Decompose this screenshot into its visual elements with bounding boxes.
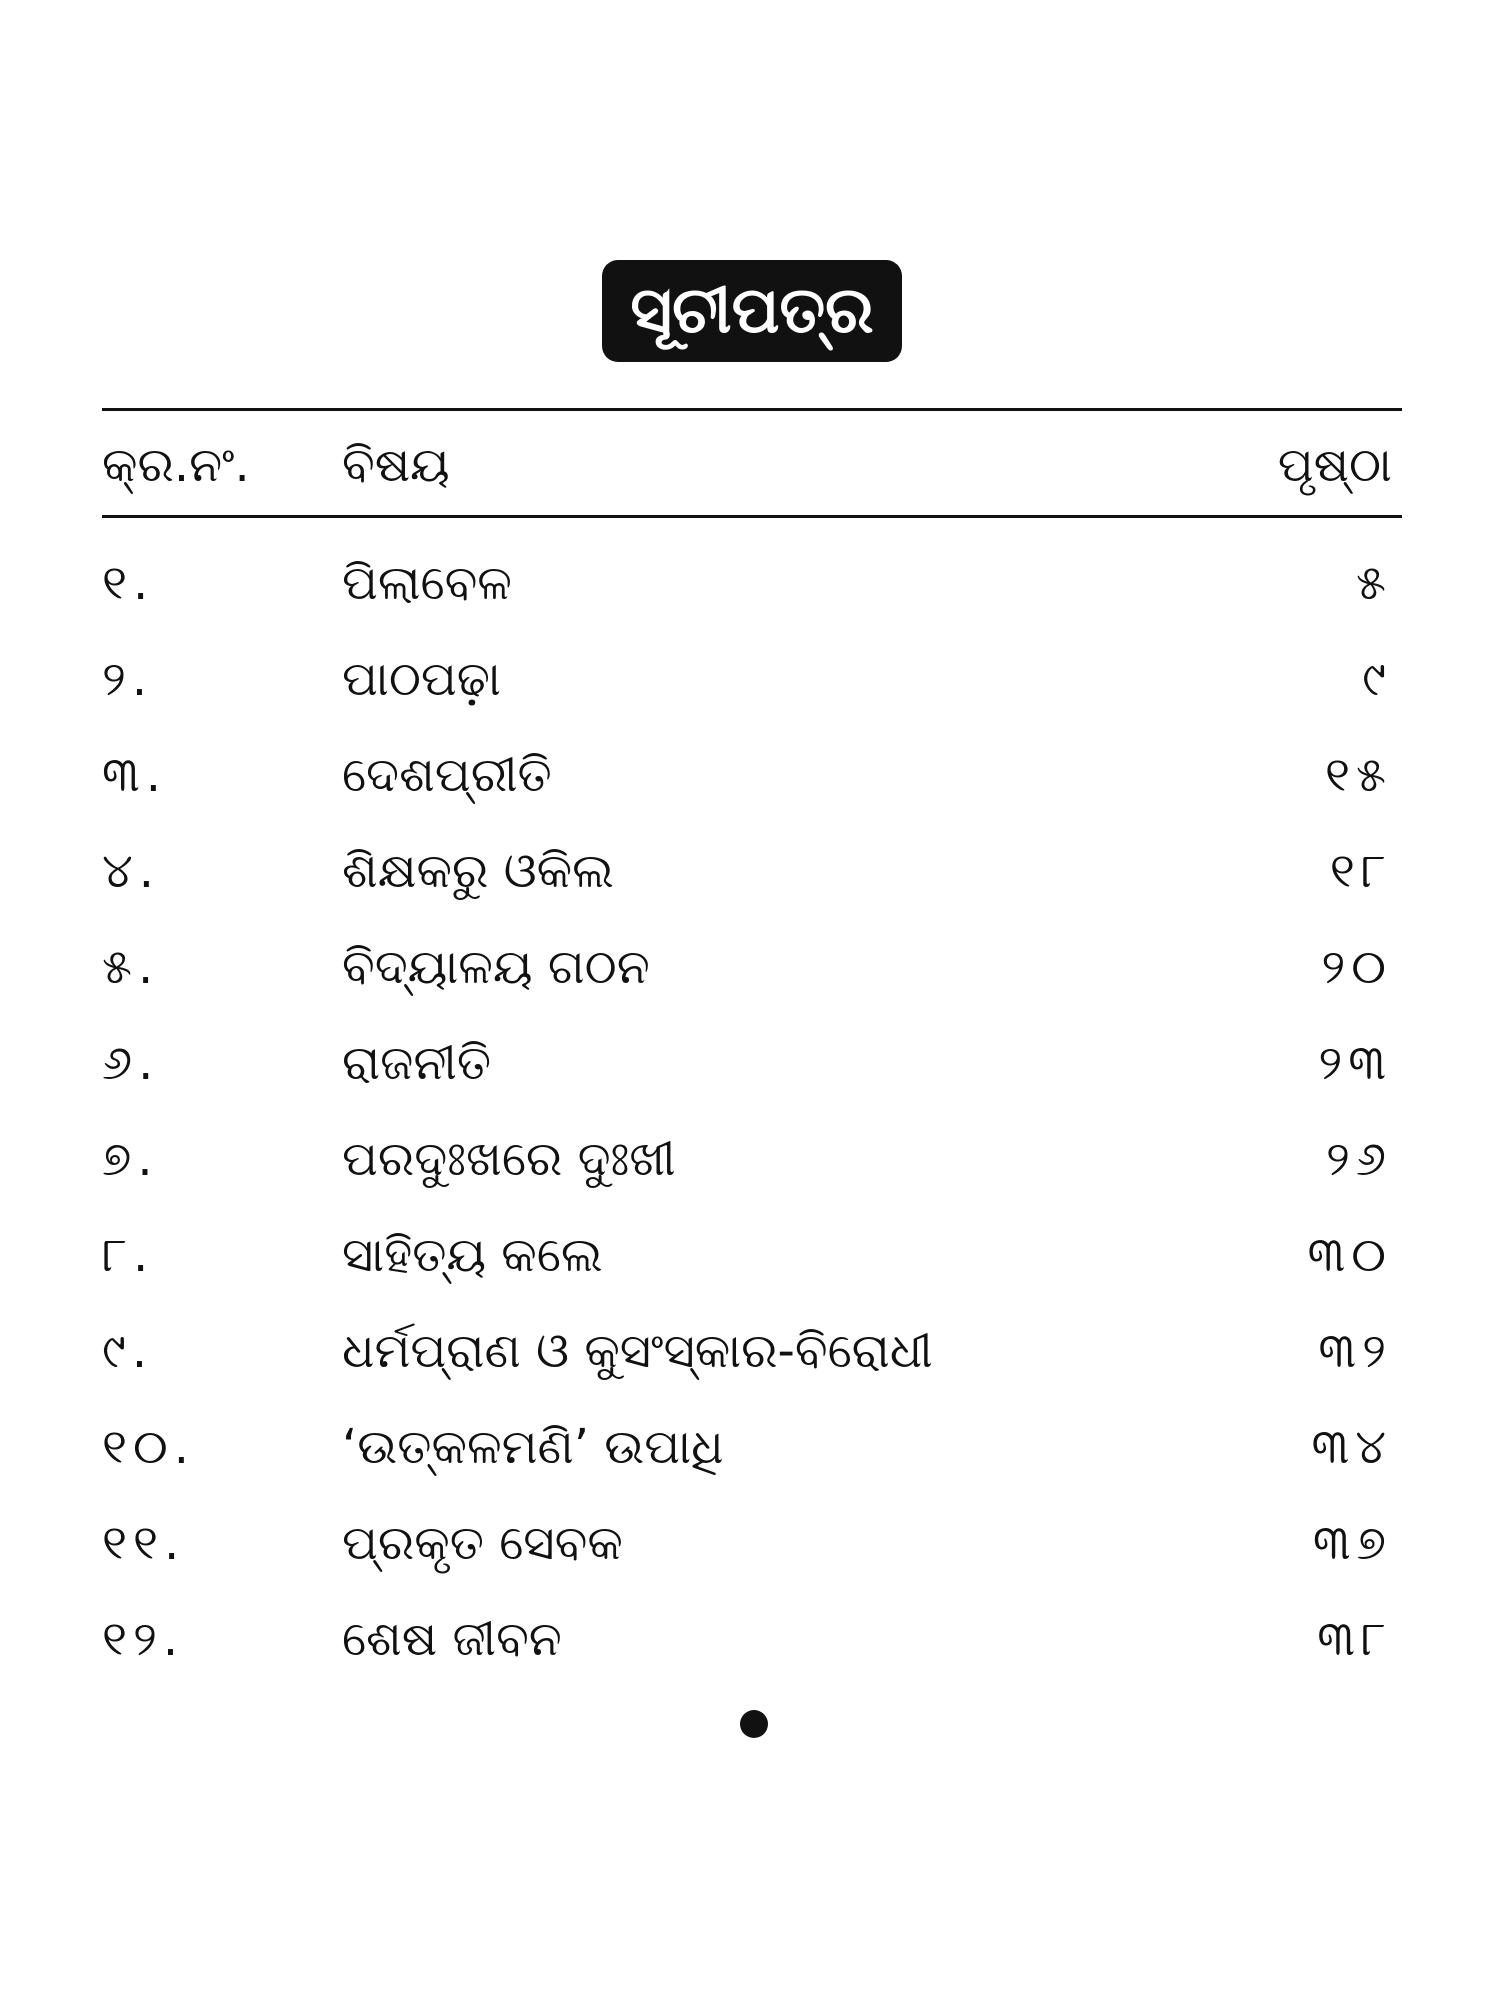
header-page: ପୃଷ୍ଠା bbox=[1277, 437, 1392, 493]
row-subject: ରାଜନୀତି bbox=[342, 1035, 492, 1091]
table-row[interactable] bbox=[102, 919, 1402, 1015]
table-row[interactable] bbox=[102, 1111, 1402, 1207]
row-subject: ବିଦ୍ୟାଳୟ ଗଠନ bbox=[342, 939, 650, 995]
row-page: ୩୮ bbox=[1317, 1611, 1392, 1667]
table-row[interactable] bbox=[102, 1399, 1402, 1495]
row-number: ୫. bbox=[102, 939, 160, 995]
row-page: ୧୫ bbox=[1325, 747, 1392, 803]
row-number: ୨. bbox=[102, 651, 154, 707]
row-number: ୧୧. bbox=[102, 1515, 186, 1571]
row-number: ୩. bbox=[102, 747, 167, 803]
row-number: ୮. bbox=[102, 1227, 155, 1283]
row-subject: ସାହିତ୍ୟ କଲେ bbox=[342, 1227, 603, 1283]
table-row[interactable] bbox=[102, 1303, 1402, 1399]
row-page: ୩୪ bbox=[1311, 1419, 1392, 1475]
table-of-contents bbox=[102, 535, 1402, 1687]
header-bottom-rule bbox=[102, 515, 1402, 518]
table-row[interactable] bbox=[102, 1015, 1402, 1111]
row-subject: ପରଦୁଃଖରେ ଦୁଃଖୀ bbox=[342, 1131, 676, 1187]
row-number: ୧୨. bbox=[102, 1611, 185, 1667]
row-page: ୨୦ bbox=[1321, 939, 1392, 995]
table-header bbox=[102, 425, 1402, 505]
row-number: ୬. bbox=[102, 1035, 160, 1091]
row-page: ୨୬ bbox=[1325, 1131, 1392, 1187]
table-row[interactable] bbox=[102, 727, 1402, 823]
header-serial-number: କ୍ର.ନଂ. bbox=[102, 437, 250, 493]
page-title: ସୂଚୀପତ୍ର bbox=[630, 274, 874, 348]
row-page: ୩୨ bbox=[1318, 1323, 1392, 1379]
table-row[interactable] bbox=[102, 1207, 1402, 1303]
table-row[interactable] bbox=[102, 535, 1402, 631]
row-page: ୩୦ bbox=[1307, 1227, 1392, 1283]
page-ornament-dot bbox=[740, 1710, 768, 1738]
row-number: ୭. bbox=[102, 1131, 159, 1187]
row-subject: ପ୍ରକୃତ ସେବକ bbox=[342, 1515, 623, 1571]
row-page: ୧୮ bbox=[1329, 843, 1392, 899]
table-row[interactable] bbox=[102, 1591, 1402, 1687]
row-page: ୨୩ bbox=[1318, 1035, 1392, 1091]
row-number: ୪. bbox=[102, 843, 161, 899]
page-title-box bbox=[602, 260, 902, 362]
table-row[interactable] bbox=[102, 823, 1402, 919]
row-number: ୧. bbox=[102, 555, 155, 611]
header-subject: ବିଷୟ bbox=[342, 437, 450, 493]
row-subject: ଧର୍ମପ୍ରାଣ ଓ କୁସଂସ୍କାର-ବିରୋଧୀ bbox=[342, 1323, 933, 1379]
row-subject: ଦେଶପ୍ରୀତି bbox=[342, 747, 552, 803]
table-row[interactable] bbox=[102, 1495, 1402, 1591]
row-subject: ଶିକ୍ଷକରୁ ଓକିଲ bbox=[342, 843, 614, 899]
row-subject: ପାଠପଢ଼ା bbox=[342, 651, 501, 707]
row-page: ୩୭ bbox=[1312, 1515, 1392, 1571]
row-number: ୯. bbox=[102, 1323, 154, 1379]
table-row[interactable] bbox=[102, 631, 1402, 727]
row-subject: ଶେଷ ଜୀବନ bbox=[342, 1611, 562, 1667]
row-subject: ‘ଉତ୍କଳମଣି’ ଉପାଧି bbox=[342, 1419, 724, 1475]
row-page: ୫ bbox=[1356, 555, 1392, 611]
header-top-rule bbox=[102, 408, 1402, 411]
row-subject: ପିଲାବେଳ bbox=[342, 555, 512, 611]
row-number: ୧୦. bbox=[102, 1419, 196, 1475]
row-page: ୯ bbox=[1362, 651, 1392, 707]
